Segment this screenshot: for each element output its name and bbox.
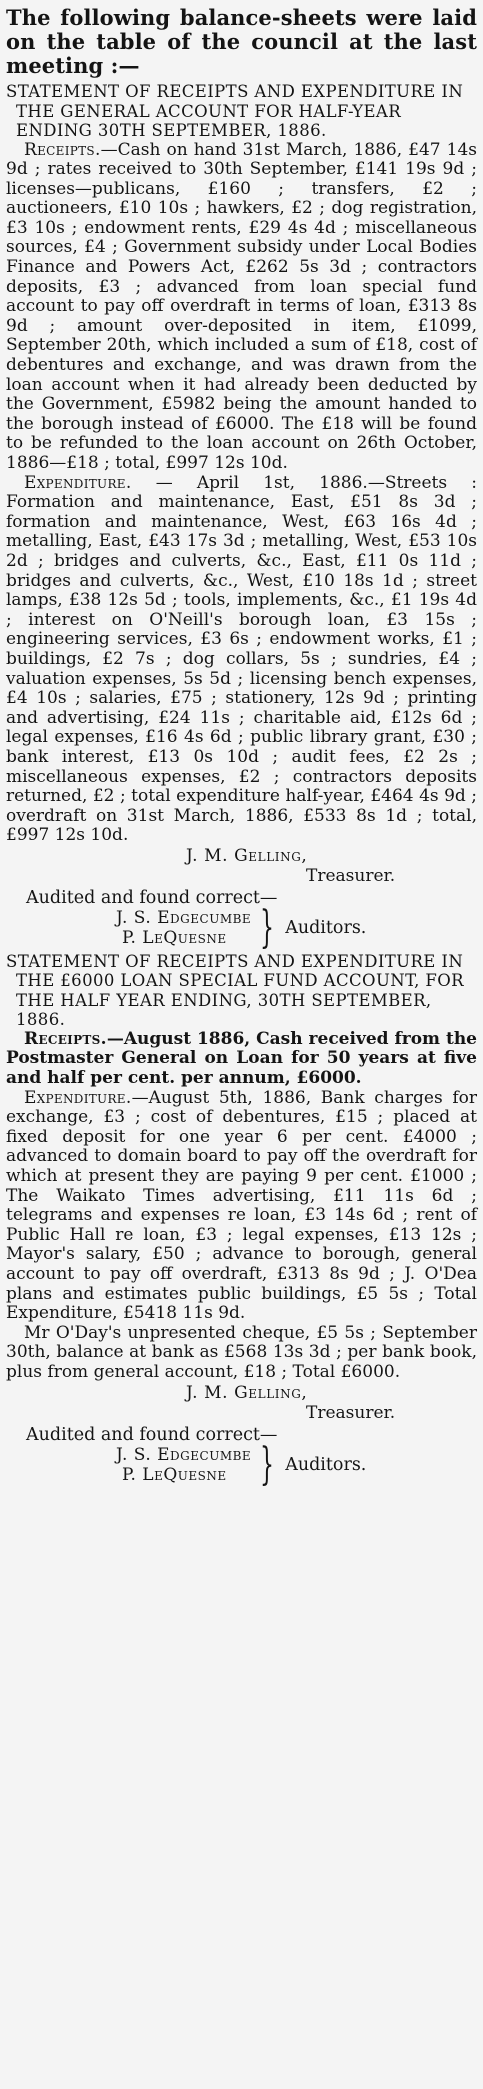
general-expenditure-paragraph [6,474,477,846]
general-receipts-paragraph [6,141,477,474]
brace-symbol: } [260,1438,275,1490]
auditor-name: J. S. Edgecumbe [116,1444,252,1465]
general-expenditure-text: — April 1st, 1886.—Streets : Formation and maintenance, East, £51 8s 3d ; formation and maintenance, West, £63 16s 4d ; metalling, East, £43 17s 3d ; metalling, West, £53 10s 2d ; bridges and culverts, &c., East, £11 0s 11d ; bridges and culverts, &c., West, £10 18s 1d ; street lamps, £38 12s 5d ; tools, implements, &c., £1 19s 4d ; interest on O'Neill's borough loan, £3 15s ; engineering services, £3 6s ; endowment works, £1 ; buildings, £2 7s ; dog collars, 5s ; sundries, £4 ; valuation expenses, 5s 5d ; licensing bench expenses, £4 10s ; salaries, £75 ; stationery, 12s 9d ; printing and advertising, £24 11s ; charitable aid, £12s 6d ; legal expenses, £16 4s 6d ; public library grant, £30 ; bank interest, £13 0s 10d ; audit fees, £2 2s ; miscellaneous expenses, £2 ; contractors deposits returned, £2 ; total expenditure half-year, £464 4s 9d ; overdraft on 31st March, 1886, £533 8s 1d ; total, £997 12s 10d. [6,472,477,846]
receipts-lead: Receipts. [24,1028,107,1049]
auditors-block [6,901,477,953]
audit-statement: Audited and found correct— [26,1424,278,1445]
general-receipts-text: —Cash on hand 31st March, 1886, £47 14s 9d ; rates received to 30th September, £141 19s 9d ; licenses—publicans, £160 ; transfers, £2 ; auctioneers, £10 10s ; hawkers, £2 ; dog registration, £3 10s ; endowment rents, £29 4s 4d ; miscellaneous sources, £4 ; Government subsidy under Local Bodies Finance and Powers Act, £262 5s 3d ; contractors deposits, £3 ; advanced from loan special fund account to pay off overdraft in terms of loan, £313 8s 9d ; amount over-deposited in item, £1099, September 20th, which included a sum of £18, cost of debentures and exchange, and was drawn from the loan account when it had already been deducted by the Government, £5982 being the amount handed to the borough instead of £6000. The £18 will be found to be refunded to the loan account on 26th October, 1886—£18 ; total, £997 12s 10d. [6,139,477,473]
auditors-block [6,1438,477,1490]
auditor-name: P. LeQuesne [122,927,227,948]
intro-paragraph: The following balance-sheets were laid on the table of the council at the last meeting :— [6,5,477,78]
treasurer-title: Treasurer. [306,865,396,886]
auditors-label: Auditors. [285,1454,367,1475]
loan-expenditure-text: —August 5th, 1886, Bank charges for exchange, £3 ; cost of debentures, £15 ; placed at fixed deposit for one year 6 per cent. £4000 ; advanced to domain board to pay off the overdraft for which at present they are paying 9 per cent. £1000 ; The Waikato Times advertising, £11 11s 6d ; telegrams and expenses re loan, £3 14s 6d ; rent of Public Hall re loan, £3 ; legal expenses, £13 12s ; Mayor's salary, £50 ; advance to borough, general account to pay off overdraft, £313 8s 9d ; J. O'Dea plans and estimates public buildings, £5 5s ; Total Expenditure, £5418 11s 9d. [6,1087,477,1324]
loan-fund-heading: STATEMENT OF RECEIPTS AND EXPENDITURE IN THE £6000 LOAN SPECIAL FUND ACCOUNT, FOR THE HALF YEAR ENDING, 30TH SEPTEMBER, 1886. [6,951,464,1030]
treasurer-signature: J. M. Gelling, [186,1382,308,1403]
auditor-name: P. LeQuesne [122,1464,227,1485]
loan-receipts-text: —August 1886, Cash received from the Postmaster General on Loan for 50 years at five and half per cent. per annum, £6000. [6,1028,477,1089]
loan-expenditure-paragraph [6,1089,477,1324]
general-account-heading: STATEMENT OF RECEIPTS AND EXPENDITURE IN THE GENERAL ACCOUNT FOR HALF-YEAR ENDING 30TH SEPTEMBER, 1886. [6,82,464,140]
general-account-section [6,82,477,953]
treasurer-signature: J. M. Gelling, [186,845,308,866]
treasurer-title: Treasurer. [306,1402,396,1423]
audit-statement: Audited and found correct— [26,887,278,908]
expenditure-lead: Expenditure. [24,472,132,493]
auditor-name: J. S. Edgecumbe [116,907,252,928]
brace-symbol: } [260,901,275,953]
receipts-lead: Receipts. [24,139,101,160]
auditors-label: Auditors. [285,917,367,938]
auditor-names [116,1445,251,1485]
auditor-names [116,908,251,948]
cheque-balance-paragraph: Mr O'Day's unpresented cheque, £5 5s ; September 30th, balance at bank as £568 13s 3d ; per bank book, plus from general account, £18 ; Total £6000. [6,1322,477,1382]
loan-fund-section [6,951,477,1490]
loan-receipts-paragraph [6,1030,477,1089]
expenditure-lead: Expenditure. [24,1087,132,1108]
